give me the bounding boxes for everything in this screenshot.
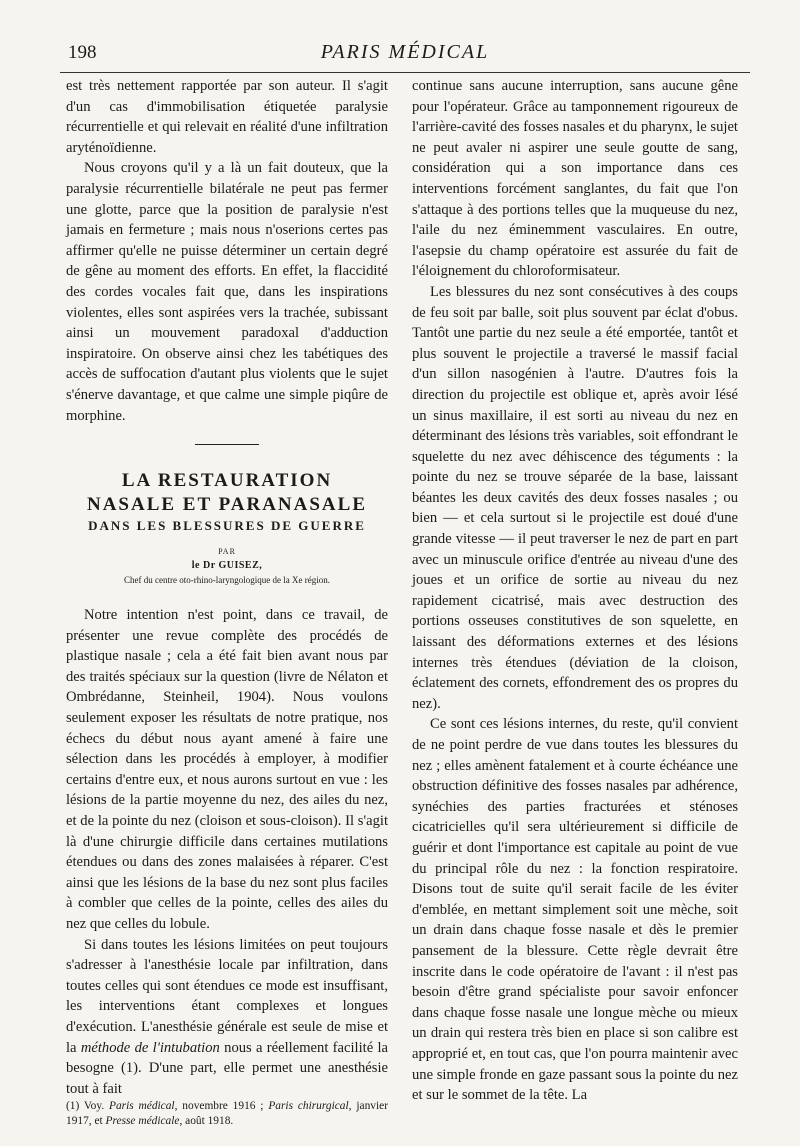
- paragraph-emphasis: méthode de l'intubation: [80, 1039, 220, 1056]
- paragraph: continue sans aucune interruption, sans aucune gêne pour l'opérateur. Grâce au tamponnement rigoureux de l'arrière-cavité des fosses nasales et du pharynx, le sujet ne peut avaler ni aspirer une seule goutte de sang, considération qui a son importance dans ces interventions forcément sanglantes, du fait que l'on s'attaque à des portions telles que la muqueuse du nez, l'aile du nez éminemment vasculaires. En outre, l'asepsie du champ opératoire est assurée du fait de l'éloignement du chloroformisateur.: [412, 78, 738, 280]
- footnote-citation: Paris médical: [109, 1100, 175, 1113]
- footnote-text: , janvier 1917, et: [66, 1100, 388, 1128]
- section-divider: [195, 444, 259, 445]
- paragraph: Notre intention n'est point, dans ce travail, de présenter une revue complète des procédés de plastique nasale ; cela a été fait bien avant nous par des traités spéciaux sur la question (livre de Nélaton et Ombrédanne, Steinheil, 1904). Nous voulons seulement exposer les résultats de notre pratique, nos échecs du début nous ayant amené à faire une sélection dans les procédés à employer, à modifier certains d'entre eux, et nous aurons surtout en vue : les lésions de la partie moyenne du nez, des ailes du nez, et de la pointe du nez (cloison et sous-cloison). Il s'agit là d'une chirurgie difficile dans certaines mutilations étendues ou dans des zones malaisées à réparer. C'est ainsi que les lésions de la base du nez sont plus faciles à combler que celles de la pointe, celles des ailes du nez que celles du lobule.: [66, 607, 388, 932]
- article-subtitle: DANS LES BLESSURES DE GUERRE: [88, 518, 366, 534]
- journal-title: PARIS MÉDICAL: [320, 41, 490, 63]
- paragraph: Les blessures du nez sont consécutives à des coups de feu soit par balle, soit plus souvent par éclat d'obus. Tantôt une partie du nez seule a été emportée, tantôt et plus souvent le projectile a traversé le massif facial d'un sillon nasogénien à l'autre. D'autres fois la direction du projectile est oblique et, après avoir lésé un sinus maxillaire, il est sorti au niveau du nez en déterminant des lésions très variables, soit effondrant le squelette du nez avec déhiscence des téguments : la pointe du nez se trouve séparée de la base, laissant béantes les deux cavités des deux fosses nasales ; ou bien — et cela surtout si le projectile est doué d'une grande vitesse — il peut traverser le nez de part en part avec un minuscule orifice d'entrée au niveau d'une des joues et un orifice de sortie au niveau du nez rapidement cicatrisé, mais avec destruction des portions osseuses constitutives de son squelette, en laissant des déformations externes et des lésions internes très étendues (déviation de la cloison, éclatement des cornets, effondrement des os propres du nez).: [412, 283, 738, 712]
- footnote-citation: Paris chirurgical: [268, 1100, 349, 1113]
- paragraph: est très nettement rapportée par son auteur. Il s'agit d'un cas d'immobilisation étiquetée paralysie récurrentielle et qui relevait en réalité d'une infiltration aryténoïdienne.: [66, 78, 388, 156]
- footnote-citation: Presse médicale: [105, 1115, 180, 1128]
- article-author: le Dr GUISEZ,: [191, 560, 263, 572]
- article-title: [66, 469, 388, 535]
- paragraph-text: Si dans toutes les lésions limitées on peut toujours s'adresser à l'anesthésie locale par infiltration, dans toutes celles qui sont étendues ce mode est insuffisant, les interventions étant complexes et longues d'exécution. L'anesthésie générale est seule de mise et la: [66, 936, 388, 1056]
- footnote-text: , novembre 1916 ;: [174, 1100, 269, 1113]
- paragraph: Ce sont ces lésions internes, du reste, qu'il convient de ne point perdre de vue dans toutes les blessures du nez ; elles amènent fatalement et à courte échéance une obstruction définitive des fosses nasales par adhérence, synéchies des parties fracturées et sténoses cicatricielles qu'il sera ultérieurement si difficile de guérir et dont l'importance est capitale au point de vue du principal rôle du nez : la fonction respiratoire. Disons tout de suite qu'il serait facile de les éviter d'emblée, en mettant simplement soit une mèche, soit un drain dans chaque fosse nasale et dès le premier pansement de la blessure. Cette règle devrait être inscrite dans le code opératoire de l'avant : il n'est pas besoin d'être grand spécialiste pour savoir enfoncer dans chaque fosse nasale une longue mèche ou mieux un drain qui restera très bien en place si son calibre est approprié et, en tout cas, que l'on pourra maintenir avec une simple fronde en gaze passant sous la pointe du nez et sur le sommet de la tête. La: [412, 716, 738, 1104]
- article-title-line-1: LA RESTAURATION: [121, 470, 333, 492]
- author-affiliation: Chef du centre oto-rhino-laryngologique de la Xe région.: [124, 575, 330, 586]
- footnote: [66, 1099, 388, 1129]
- article-title-line-2: NASALE ET PARANASALE: [86, 494, 367, 516]
- byline-par: PAR: [218, 547, 236, 557]
- paragraph: [66, 935, 388, 1100]
- page-number: 198: [68, 42, 97, 63]
- right-column: [412, 76, 738, 1106]
- page-header: [60, 38, 750, 73]
- left-column: [66, 76, 388, 1129]
- paragraph: Nous croyons qu'il y a là un fait douteux, que la paralysie récurrentielle bilatérale ne peut pas fermer une glotte, parce que la position de paralysie n'est jamais en fermeture ; mais nous n'oserions certes pas affirmer qu'elle ne puisse déterminer un certain degré de gêne au moment des efforts. En effet, la flaccidité des cordes vocales fait que, dans les inspirations violentes, elles sont aspirées vers la trachée, subissant ainsi un mouvement paradoxal d'adduction inspiratoire. On observe ainsi chez les tabétiques des accès de suffocation d'autant plus violents que le sujet s'énerve davantage, et que calme une simple piqûre de morphine.: [66, 160, 388, 424]
- paragraph-text: nous a réellement facilité la besogne (1). D'une part, elle permet une anesthésie tout à fait: [66, 1039, 389, 1097]
- footnote-text: (1) Voy.: [66, 1100, 110, 1113]
- footnote-text: , août 1918.: [179, 1115, 234, 1128]
